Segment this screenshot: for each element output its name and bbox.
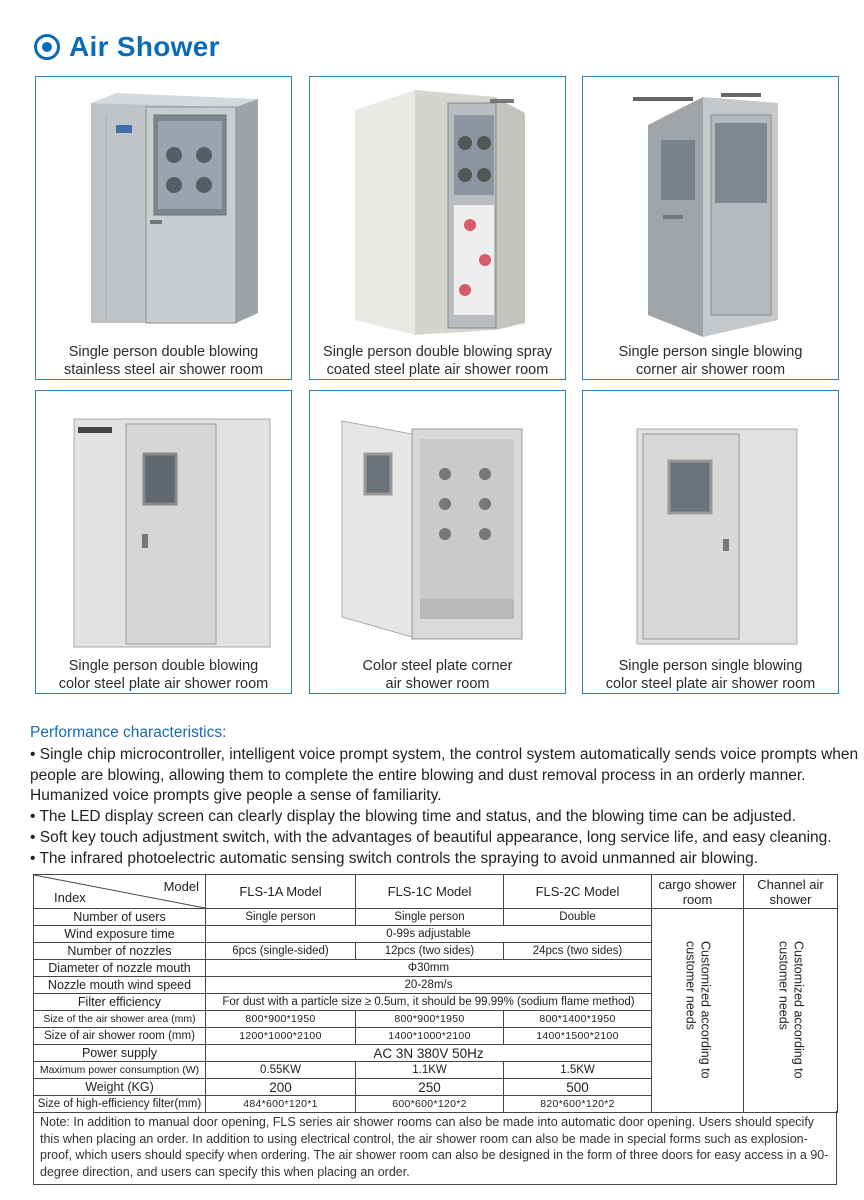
card-caption-line: Single person single blowing <box>618 344 803 360</box>
cell-value: 800*900*1950 <box>356 1011 504 1028</box>
cargo-custom-cell <box>652 909 744 1113</box>
corner-index-label: Index <box>54 890 86 905</box>
color-steel-single-photo <box>593 399 829 654</box>
card-caption-line: color steel plate air shower room <box>605 676 816 692</box>
card-caption-line: corner air shower room <box>635 362 786 378</box>
cell-value: 1.1KW <box>356 1062 504 1079</box>
cell-value: 0.55KW <box>206 1062 356 1079</box>
cell-value: 200 <box>206 1079 356 1096</box>
stainless-air-shower-photo <box>46 85 282 340</box>
product-card <box>309 390 566 694</box>
performance-bullet: • Single chip microcontroller, intelligent voice prompt system, the control system automatically sends voice prompts when people are blowing, allowing them to complete the entire blowing and dust removal process in an orderly manner. Humanized voice prompts give people a sense of familiarity. <box>30 746 859 804</box>
product-card <box>582 390 839 694</box>
card-caption-line: Color steel plate corner <box>362 658 513 674</box>
card-caption-line: Single person double blowing spray <box>323 344 552 360</box>
cell-value: 250 <box>356 1079 504 1096</box>
row-label: Size of the air shower area (mm) <box>34 1011 206 1028</box>
row-label: Maximum power consumption (W) <box>34 1062 206 1079</box>
spec-table <box>33 874 838 1113</box>
cell-value: 800*1400*1950 <box>504 1011 652 1028</box>
row-label: Number of users <box>34 909 206 926</box>
row-label: Nozzle mouth wind speed <box>34 977 206 994</box>
cell-value: Φ30mm <box>206 960 652 977</box>
row-label: Wind exposure time <box>34 926 206 943</box>
performance-bullet: • The infrared photoelectric automatic sensing switch controls the spraying to avoid unmanned air blowing. <box>30 850 759 867</box>
model-header: FLS-1A Model <box>206 875 356 909</box>
cell-value: 1.5KW <box>504 1062 652 1079</box>
cell-value: Double <box>504 909 652 926</box>
cell-value: 1200*1000*2100 <box>206 1028 356 1045</box>
channel-header: Channel air shower <box>744 875 838 909</box>
product-card <box>35 390 292 694</box>
table-note: Note: In addition to manual door opening, FLS series air shower rooms can also be made into automatic door opening. Users should specify this when placing an order. In addition to using electrical control, the air shower room can also be made in special forms such as explosion-proof, which users should specify when ordering. The air shower room can also be designed in the form of three doors for easy access in a 90-degree direction, and users can specify this when placing an order. <box>33 1111 837 1185</box>
color-steel-air-shower-photo <box>46 399 282 654</box>
model-header: FLS-1C Model <box>356 875 504 909</box>
performance-bullet: • The LED display screen can clearly display the blowing time and status, and the blowing time can be adjusted. <box>30 808 796 825</box>
corner-air-shower-photo <box>593 85 829 340</box>
row-label: Number of nozzles <box>34 943 206 960</box>
page-title <box>34 30 220 64</box>
cell-value: AC 3N 380V 50Hz <box>206 1045 652 1062</box>
cargo-header: cargo shower room <box>652 875 744 909</box>
channel-custom-cell <box>744 909 838 1113</box>
cell-value: 500 <box>504 1079 652 1096</box>
custom-text: Customized according to customer needs <box>683 940 713 1079</box>
performance-bullet: • Soft key touch adjustment switch, with the advantages of beautiful appearance, long service life, and easy cleaning. <box>30 829 832 846</box>
table-corner-cell <box>34 875 206 909</box>
row-label: Size of high-efficiency filter(mm) <box>34 1096 206 1113</box>
row-label: Size of air shower room (mm) <box>34 1028 206 1045</box>
coated-steel-air-shower-photo <box>320 85 556 340</box>
cell-value: Single person <box>356 909 504 926</box>
product-card <box>309 76 566 380</box>
card-caption-line: Single person double blowing <box>68 344 259 360</box>
performance-title: Performance characteristics: <box>30 724 227 741</box>
card-caption-line: stainless steel air shower room <box>63 362 264 378</box>
cell-value: 1400*1000*2100 <box>356 1028 504 1045</box>
corner-model-label: Model <box>163 879 199 894</box>
custom-text: Customized according to customer needs <box>776 940 806 1079</box>
cell-value: 600*600*120*2 <box>356 1096 504 1113</box>
card-caption-line: color steel plate air shower room <box>58 676 269 692</box>
page-title-text: Air Shower <box>69 31 220 62</box>
cell-value: For dust with a particle size ≥ 0.5um, it should be 99.99% (sodium flame method) <box>206 994 652 1011</box>
target-icon <box>34 34 60 60</box>
cell-value: 24pcs (two sides) <box>504 943 652 960</box>
cell-value: 820*600*120*2 <box>504 1096 652 1113</box>
card-caption-line: Single person double blowing <box>68 658 259 674</box>
product-card <box>582 76 839 380</box>
cell-value: 20-28m/s <box>206 977 652 994</box>
row-label: Weight (KG) <box>34 1079 206 1096</box>
cell-value: 800*900*1950 <box>206 1011 356 1028</box>
cell-value: 1400*1500*2100 <box>504 1028 652 1045</box>
cell-value: 12pcs (two sides) <box>356 943 504 960</box>
model-header: FLS-2C Model <box>504 875 652 909</box>
row-label: Power supply <box>34 1045 206 1062</box>
cell-value: 0-99s adjustable <box>206 926 652 943</box>
row-label: Filter efficiency <box>34 994 206 1011</box>
product-card <box>35 76 292 380</box>
color-steel-corner-photo <box>320 399 556 654</box>
cell-value: 6pcs (single-sided) <box>206 943 356 960</box>
cell-value: 484*600*120*1 <box>206 1096 356 1113</box>
row-label: Diameter of nozzle mouth <box>34 960 206 977</box>
cell-value: Single person <box>206 909 356 926</box>
card-caption-line: Single person single blowing <box>618 658 803 674</box>
card-caption-line: air shower room <box>385 676 490 692</box>
card-caption-line: coated steel plate air shower room <box>326 362 549 378</box>
